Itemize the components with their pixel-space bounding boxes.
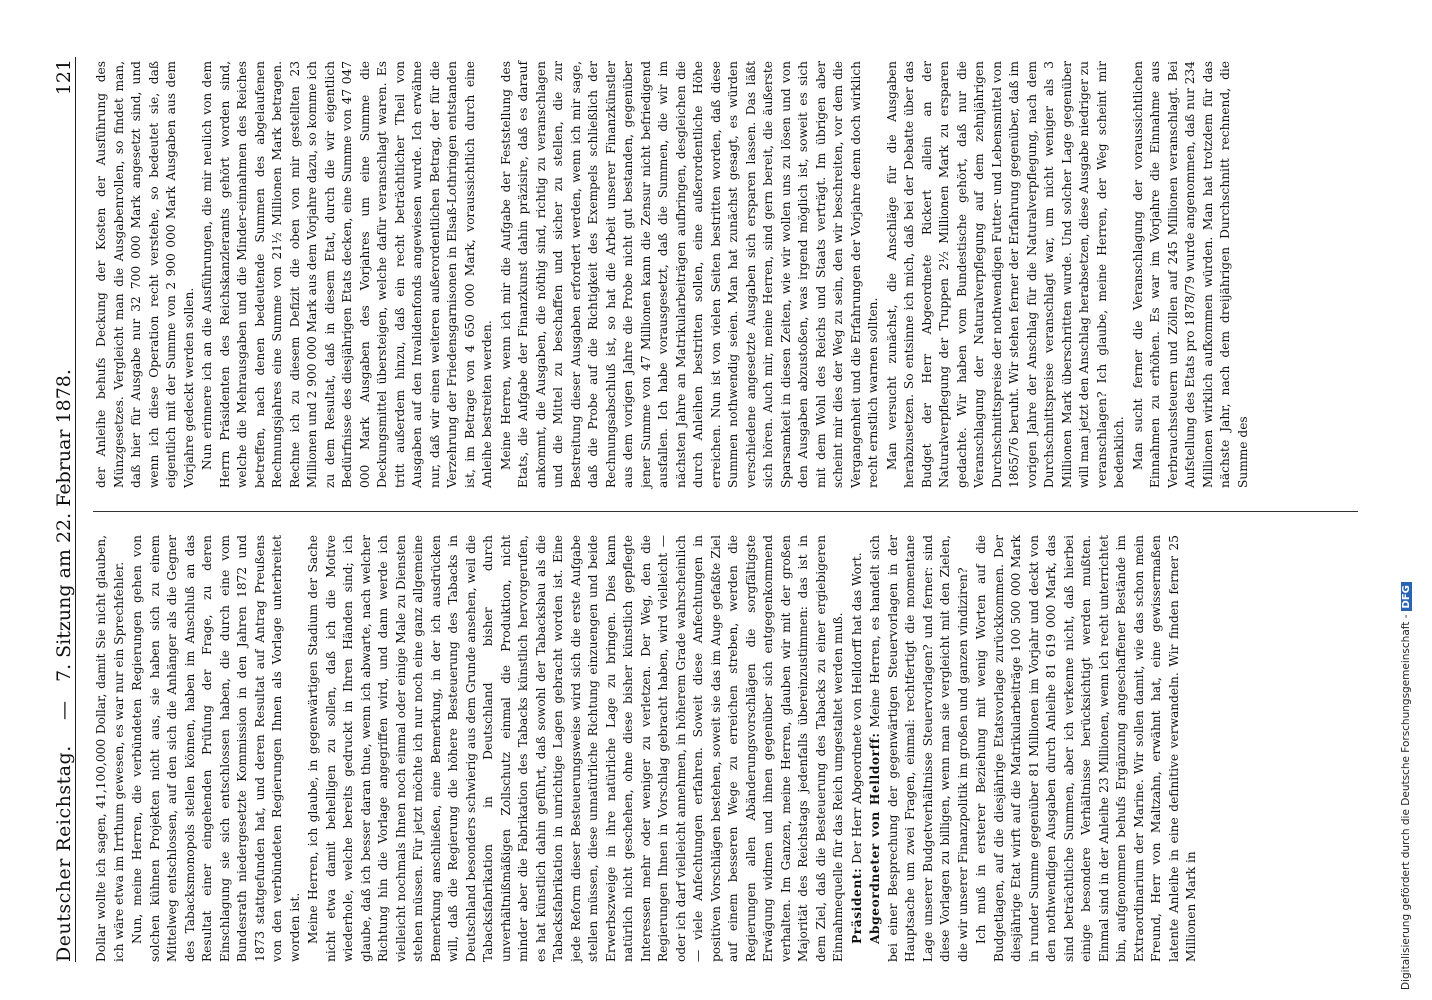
right-column: [93, 61, 1253, 488]
page-header: [49, 37, 83, 982]
paragraph: Meine Herren, ich glaube, in gegenwärtigen Stadium der Sache nicht etwa damit behelligen zu sollen, daß ich die Motive wiederhole, welche bereits gedruckt in Ihren Händen sind; ich glaube, daß ich besser daran thue, wenn ich abwarte, nach welcher Richtung hin die Vorlage angegriffen wird, und dann werde ich vielleicht nochmals Ihnen noch einmal oder einige Male zu Diensten stehen müssen. Für jetzt möchte ich nur noch eine ganz allgemeine Bemerkung anschließen, eine Bemerkung, in der ich ausdrücken will, daß die Regierung die höhere Besteuerung des Tabacks in Deutschland besonders schwierig aus dem Grunde ansehen, weil die Tabacksfabrikation in Deutschland bisher durch unverhältnißmäßigen Zollschutz einmal die Produktion, nicht minder aber die Fabrikation des Tabacks künstlich hervorgerufen, es hat künstlich dahin geführt, daß sowohl der Tabacksbau als die Tabacksfabrikation in unrichtige Lagen gebracht worden ist. Eine jede Reform dieser Besteuerungsweise wird sich die erste Aufgabe stellen müssen, diese unnatürliche Richtung einzuengen und beide Erwerbszweige in ihre natürliche Lage zu bringen. Dies kann natürlich nicht geschehen, ohne diese bisher künstlich gepflegte Interessen mehr oder weniger zu verletzen. Der Weg, den die Regierungen Ihnen in Vorschlag gebracht haben, wird vielleicht — oder ich darf vielleicht annehmen, in höherem Grade wahrscheinlich — viele Anfechtungen erfahren. Soweit diese Anfechtungen in positiven Vorschlägen bestehen, soweit sie das im Auge gefaßte Ziel auf einem besseren Wege zu erreichen streben, werden die Regierungen allen Abänderungsvorschlägen die sorgfältigste Erwägung widmen und ihnen gegenüber sich entgegenkommend verhalten. Im Ganzen, meine Herren, glauben wir mit der großen Majorität des Reichstags jedenfalls übereinzustimmen: das ist in dem Ziel, daß die Besteuerung des Tabacks zu einer ergiebigeren Einnahmequelle für das Reich umgestaltet werden muß.: [306, 535, 845, 962]
column-divider: [93, 511, 1358, 512]
speaker-paragraph: [849, 535, 867, 962]
paragraph: Dollar wollte ich sagen, 41,100,000 Dollar, damit Sie nicht glauben, ich wäre etwa im Irrthum gewesen, es war nur ein Sprechfehler.: [94, 535, 126, 962]
speaker-name: Abgeordneter von Helldorff:: [868, 732, 882, 944]
digitization-credit: [1400, 582, 1412, 990]
header-separator: —: [53, 701, 75, 720]
paragraph: Ich muß in ersterer Beziehung mit wenig Worten auf die Budgetlagen, auf die diesjährige Etatsvorlage zurückkommen. Der diesjährige Etat wirft auf die Matrikularbeiträge 100 500 000 Mark in runder Summe gegenüber 81 Millionen im Vorjahr und deckt von den nothwendigen Ausgaben durch Anleihe 81 619 000 Mark, das sind beträchtliche Summen, aber ich verkenne nicht, daß hierbei einige besondere Verhältnisse berücksichtigt werden mußten. Einmal sind in der Anleihe 23 Millionen, wenn ich recht unterrichtet bin, aufgenommen behufs Ergänzung angeschaffener Bestände im Extraordinarium der Marine. Wir sollen damit, wie das schon mein Freund, Herr von Maltzahn, erwähnt hat, eine gewissermaßen latente Anleihe in eine definitive verwandeln. Wir finden ferner 25 Millionen Mark in: [974, 535, 1198, 962]
paragraph: Nun erinnere ich an die Ausführungen, die mir neulich von dem Herrn Präsidenten des Reichskanzleramts gehört worden sind, welche die Mehrausgaben und die Minder-einnahmen des Reiches betreffen, nach denen bedeutende Summen des abgelaufenen Rechnungsjahres eine Summe von 21½ Millionen Mark betragen. Rechne ich zu diesem Defizit die oben von mir gestellten 23 Millionen und 2 900 000 Mark aus dem Vorjahre dazu, so komme ich zu dem Resultat, daß in diesem Etat, durch die wir eigentlich Bedürfnisse des diesjährigen Etats decken, eine Summe von 47 047 000 Mark Ausgaben des Vorjahres um eine Summe die Deckungsmittel übersteigen, welche dafür veranschlagt waren. Es tritt außerdem hinzu, daß ein recht beträchtlicher Theil von Ausgaben auf den Invalidenfonds angewiesen wurde. Ich erwähne nur, daß wir einen weiteren außerordentlichen Betrag, der für die Verzehrung der Friedensgarnisonen in Elsaß-Lothringen entstanden ist, im Betrage von 4 650 000 Mark, voraussichtlich durch eine Anleihe bestreiten werden.: [200, 61, 494, 488]
paragraph: Man versucht zunächst, die Anschläge für die Ausgaben herabzusetzen. So entsinne ich mich, daß bei der Debatte über das Budget der Herr Abgeordnete Rickert allein an der Naturalverpflegung der Truppen 2½ Millionen Mark zu ersparen gedachte. Wir haben vom Bundestische gehört, daß nur die Veranschlagung der Naturalverpflegung auf dem zehnjährigen Durchschnittspreise der nothwendigen Futter- und Lebensmittel von 1865/76 beruht. Wir stehen ferner der Erfahrung gegenüber, daß im vorigen Jahre der Anschlag für die Naturalverpflegung, nach dem Durchschnittspreise veranschlagt war, um nicht weniger als 3 Millionen Mark überschritten wurde. Und solcher Lage gegenüber will man jetzt den Anschlag herabsetzen, diese Ausgabe niedriger zu veranschlagen? Ich glaube, meine Herren, der Weg scheint mir bedenklich.: [884, 61, 1126, 488]
paragraph: der Anleihe behufs Deckung der Kosten der Ausführung des Münzgesetzes. Vergleicht man die Ausgabenrollen, so findet man, daß hier für Ausgabe nur 32 700 000 Mark angesetzt sind, und wenn ich diese Operation recht verstehe, so bedeutet sie, daß eigentlich mit der Summe von 2 900 000 Mark Ausgaben aus dem Vorjahre gedeckt werden sollen.: [94, 61, 196, 488]
dfg-logo: DFG: [1401, 582, 1412, 611]
paragraph: Man sucht ferner die Veranschlagung der voraussichtlichen Einnahmen zu erhöhen. Es war im Vorjahre die Einnahme aus Verbrauchssteuern und Zöllen auf 245 Millionen veranschlagt. Bei Aufstellung des Etats pro 1878/79 wurde angenommen, daß nur 234 Millionen wirklich aufkommen würden. Man hat trotzdem für das nächste Jahr, nach dem dreijährigen Durchschnitt rechnend, die Summe des: [1130, 61, 1250, 488]
header-rule: [75, 57, 76, 962]
page-number: 121: [53, 59, 75, 96]
header-session: 7. Sitzung am 22. Februar 1878.: [53, 369, 75, 682]
paragraph: Meine Herren, wenn ich mir die Aufgabe der Feststellung des Etats, die Aufgabe der Finanzkunst dahin präzisire, daß es darauf ankommt, die Ausgaben, die nöthig sind, richtig zu veranschlagen und die Mittel zu beschaffen und sicher zu stellen, die zur Bestreitung dieser Ausgaben erfordert werden, wenn ich mir sage, daß die Probe auf die Richtigkeit des Exempels schließlich der Rechnungsabschluß ist, so hat die Arbeit unserer Finanzkünstler aus dem vorigen Jahre die Probe nicht gut bestanden, gegenüber jener Summe von 47 Millionen kann die Zensur nicht befriedigend ausfallen. Ich habe vorausgesetzt, daß die Summen, die wir im nächsten Jahre an Matrikularbeiträgen aufbringen, desgleichen die durch Anleihen bestritten sollen, eine außerordentliche Höhe erreichen. Nun ist von vielen Seiten bestritten worden, daß diese Summen nothwendig seien. Man hat zunächst gesagt, es würden verschiedene angesetzte Ausgaben sich ersparen lassen. Das läßt sich hören. Auch mir, meine Herren, sind gern bereit, die äußerste Sparsamkeit in diesen Zeiten, wie wir wollen uns zu lösen und von den Ausgaben abzustoßen, was irgend möglich ist, soweit es sich mit dem Wohl des Reichs und Staats verträgt. Im übrigen aber scheint mir dies der Weg zu sein, den wir beschreiten, vor dem die Vergangenheit und die Erfahrungen der Vorjahre denn doch wirklich recht ernstlich warnen sollten.: [498, 61, 880, 488]
credit-text: Digitalisierung gefördert durch die Deutsche Forschungsgemeinschaft -: [1400, 614, 1412, 990]
header-title: Deutscher Reichstag.: [53, 745, 75, 962]
left-column: [93, 535, 1202, 962]
speaker-paragraph: [867, 535, 972, 962]
paragraph: Nun, meine Herren, die verbündeten Regierungen gehen von solchen kühnen Projekten nicht aus, sie haben sich zu einem Mittelweg entschlossen, auf den sich die Anhänger als die Gegner des Tabacksmonopols stellen können, haben im Anschluß an das Resultat einer eingehenden Prüfung der Frage, zu deren Einschlagung sie sich entschlossen haben, die durch eine vom Bundesrath niedergesetzte Kommission in den Jahren 1872 und 1873 stattgefunden hat, und deren Resultat auf Antrag Preußens von den verbündeten Regierungen Ihnen als Vorlage unterbreitet worden ist.: [130, 535, 302, 962]
speech-text: Meine Herren, es handelt sich bei einer Besprechung der gegenwärtigen Steuervorlagen in der Hauptsache um zwei Fragen, einmal: rechtfertigt die momentane Lage unserer Budgetverhältnisse Steuervorlagen? und ferner: sind diese Vorlagen zu billigen, wenn man sie vergleicht mit den Zielen, die wir unserer Finanzpolitik im großen und ganzen vindiziren?: [868, 535, 970, 962]
speaker-name: Präsident:: [849, 867, 864, 944]
document-page: [35, 37, 1380, 982]
speech-text: Der Herr Abgeordnete von Helldorff hat das Wort.: [849, 552, 864, 864]
